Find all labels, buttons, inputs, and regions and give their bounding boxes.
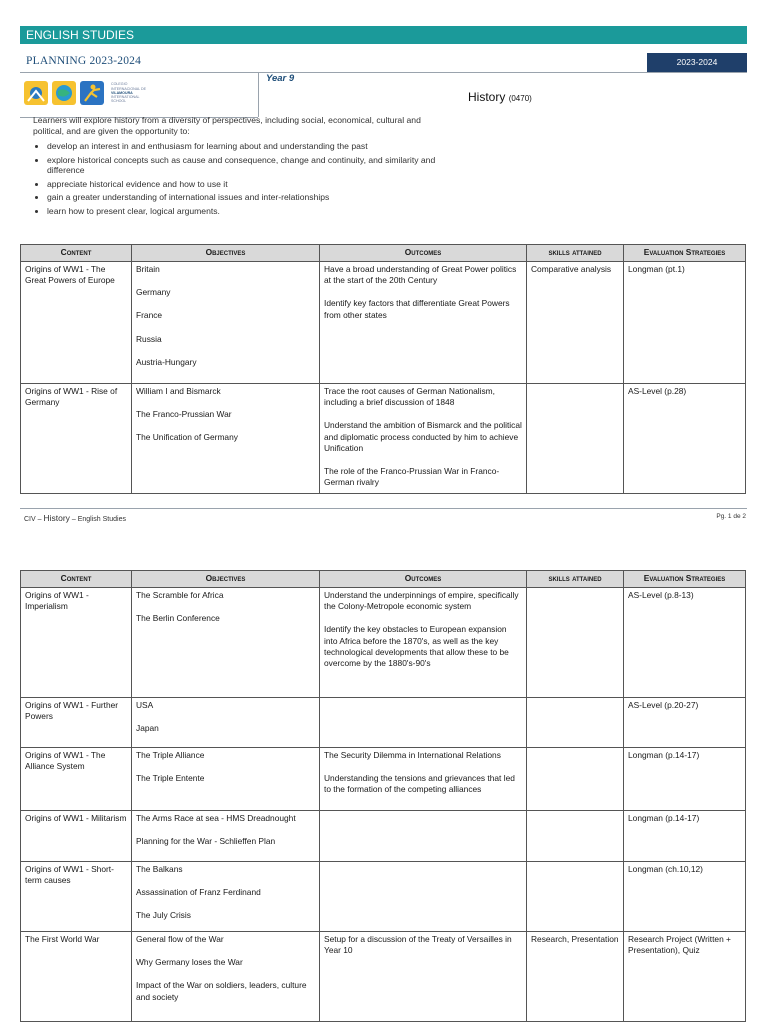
header-skills: skills attained [527,245,624,262]
outcome-item: The role of the Franco-Prussian War in Franco-German rivalry [324,466,500,488]
table-row [21,811,746,862]
objective-item: The Scramble for Africa [136,590,224,600]
objective-item: The Triple Alliance [136,750,205,760]
outcome-item: Setup for a discussion of the Treaty of Versailles in Year 10 [324,934,512,956]
planning-title: PLANNING 2023-2024 [26,55,142,67]
objective-item: William I and Bismarck [136,386,221,396]
list-item: • develop an interest in and enthusiasm for learning about and understanding the past [47,141,453,152]
cell-evaluation: AS-Level (p.28) [624,384,746,494]
cell-content: The First World War [21,932,132,1022]
objective-item: The Berlin Conference [136,613,220,624]
header-outcomes: Outcomes [320,571,527,588]
cell-skills [527,862,624,932]
table-header [21,571,746,588]
table-row [21,932,746,1022]
sun-logo-icon [24,81,48,105]
outcome-item: Understanding the tensions and grievances that led to the formation of the competing alliances [324,773,515,795]
header-content: Content [21,571,132,588]
cell-content: Origins of WW1 - Rise of Germany [21,384,132,494]
objective-item: The Triple Entente [136,773,205,784]
table-row [21,262,746,384]
figure-logo-icon [80,81,104,105]
cell-outcomes [320,932,527,1022]
cell-objectives [132,698,320,748]
objective-item: The Franco-Prussian War [136,409,232,420]
subject-banner: ENGLISH STUDIES [20,26,747,44]
header-evaluation: Evaluation Strategies [624,245,746,262]
year-range-badge: 2023-2024 [647,53,747,72]
objective-item: USA [136,700,154,710]
cell-outcomes [320,384,527,494]
header-outcomes: Outcomes [320,245,527,262]
cell-outcomes [320,862,527,932]
cell-evaluation: Longman (p.14-17) [624,748,746,811]
outcome-item: Understand the underpinnings of empire, specifically the Colony-Metropole economic system [324,590,519,612]
cell-evaluation: Longman (ch.10,12) [624,862,746,932]
cell-outcomes [320,698,527,748]
cell-skills: Comparative analysis [527,262,624,384]
cell-skills [527,384,624,494]
list-item: • learn how to present clear, logical arguments. [47,206,453,217]
school-logos [24,78,151,108]
outcome-item: Identify the key obstacles to European expansion into Africa before the 1870's, as well as the key technological developments that allow these to be overcome by the 1880's-90's [324,624,509,669]
intro-section [33,115,453,219]
cell-outcomes [320,262,527,384]
header-objectives: Objectives [132,245,320,262]
objective-item: France [136,310,163,321]
objective-item: Germany [136,287,171,298]
objective-item: The Balkans [136,864,183,874]
outcome-item: Identify key factors that differentiate Great Powers from other states [324,298,510,320]
table-row [21,862,746,932]
planning-table-1 [20,244,746,494]
cell-evaluation: Longman (p.14-17) [624,811,746,862]
header-content: Content [21,245,132,262]
cell-content: Origins of WW1 - Militarism [21,811,132,862]
outcome-item: Trace the root causes of German Nationalism, including a brief discussion of 1848 [324,386,495,408]
cell-skills [527,698,624,748]
subject-title: History (0470) [468,90,532,104]
cell-outcomes [320,588,527,698]
planning-bar [20,53,747,73]
table-row [21,748,746,811]
planning-table-2 [20,570,746,1022]
school-logo-text: COLEGIO INTERNACIONAL DE VILAMOURA INTERNATIONAL SCHOOL [111,82,147,104]
cell-content: Origins of WW1 - The Alliance System [21,748,132,811]
cell-objectives [132,384,320,494]
cell-objectives [132,811,320,862]
intro-bullets [33,141,453,216]
list-item: • appreciate historical evidence and how to use it [47,179,453,190]
objective-item: Assassination of Franz Ferdinand [136,887,261,898]
table-row [21,588,746,698]
cell-skills [527,748,624,811]
cell-objectives [132,862,320,932]
table-row [21,698,746,748]
globe-logo-icon [52,81,76,105]
cell-objectives [132,588,320,698]
cell-content: Origins of WW1 - The Great Powers of Europe [21,262,132,384]
objective-item: Britain [136,264,160,274]
objective-item: Japan [136,723,159,734]
cell-skills [527,588,624,698]
outcome-item: Understand the ambition of Bismarck and the political and diplomatic process conducted by him to achieve Unification [324,420,522,453]
cell-outcomes [320,748,527,811]
objective-item: Russia [136,333,162,344]
outcome-item: The Security Dilemma in International Relations [324,750,501,760]
header-objectives: Objectives [132,571,320,588]
cell-content: Origins of WW1 - Further Powers [21,698,132,748]
intro-paragraph: Learners will explore history from a diversity of perspectives, including social, economical, cultural and political, and are given the opportunity to: [33,115,421,136]
header-skills: skills attained [527,571,624,588]
cell-outcomes [320,811,527,862]
footer-divider [20,508,747,509]
cell-evaluation: AS-Level (p.20-27) [624,698,746,748]
objective-item: Why Germany loses the War [136,957,243,968]
objective-item: Austria-Hungary [136,356,197,367]
cell-objectives [132,932,320,1022]
objective-item: General flow of the War [136,934,224,944]
cell-evaluation: Longman (pt.1) [624,262,746,384]
objective-item: The Unification of Germany [136,432,238,443]
cell-evaluation: AS-Level (p.8-13) [624,588,746,698]
list-item: • explore historical concepts such as cause and consequence, change and continuity, and similarity and difference [47,155,453,176]
cell-skills: Research, Presentation [527,932,624,1022]
table-header [21,245,746,262]
table-row [21,384,746,494]
header-divider [258,73,259,117]
objective-item: The July Crisis [136,910,191,921]
cell-objectives [132,262,320,384]
outcome-item: Have a broad understanding of Great Power politics at the start of the 20th Century [324,264,517,286]
year-level: Year 9 [266,73,295,84]
objective-item: The Arms Race at sea - HMS Dreadnought [136,813,296,823]
cell-objectives [132,748,320,811]
cell-content: Origins of WW1 - Imperialism [21,588,132,698]
header-evaluation: Evaluation Strategies [624,571,746,588]
list-item: • gain a greater understanding of international issues and inter-relationships [47,192,453,203]
objective-item: Impact of the War on soldiers, leaders, culture and society [136,980,307,1002]
objective-item: Planning for the War - Schlieffen Plan [136,836,276,847]
cell-skills [527,811,624,862]
footer-label: CIV – History – English Studies [24,513,126,523]
cell-evaluation: Research Project (Written + Presentation), Quiz [624,932,746,1022]
cell-content: Origins of WW1 - Short-term causes [21,862,132,932]
page-number: Pg. 1 de 2 [716,513,746,520]
